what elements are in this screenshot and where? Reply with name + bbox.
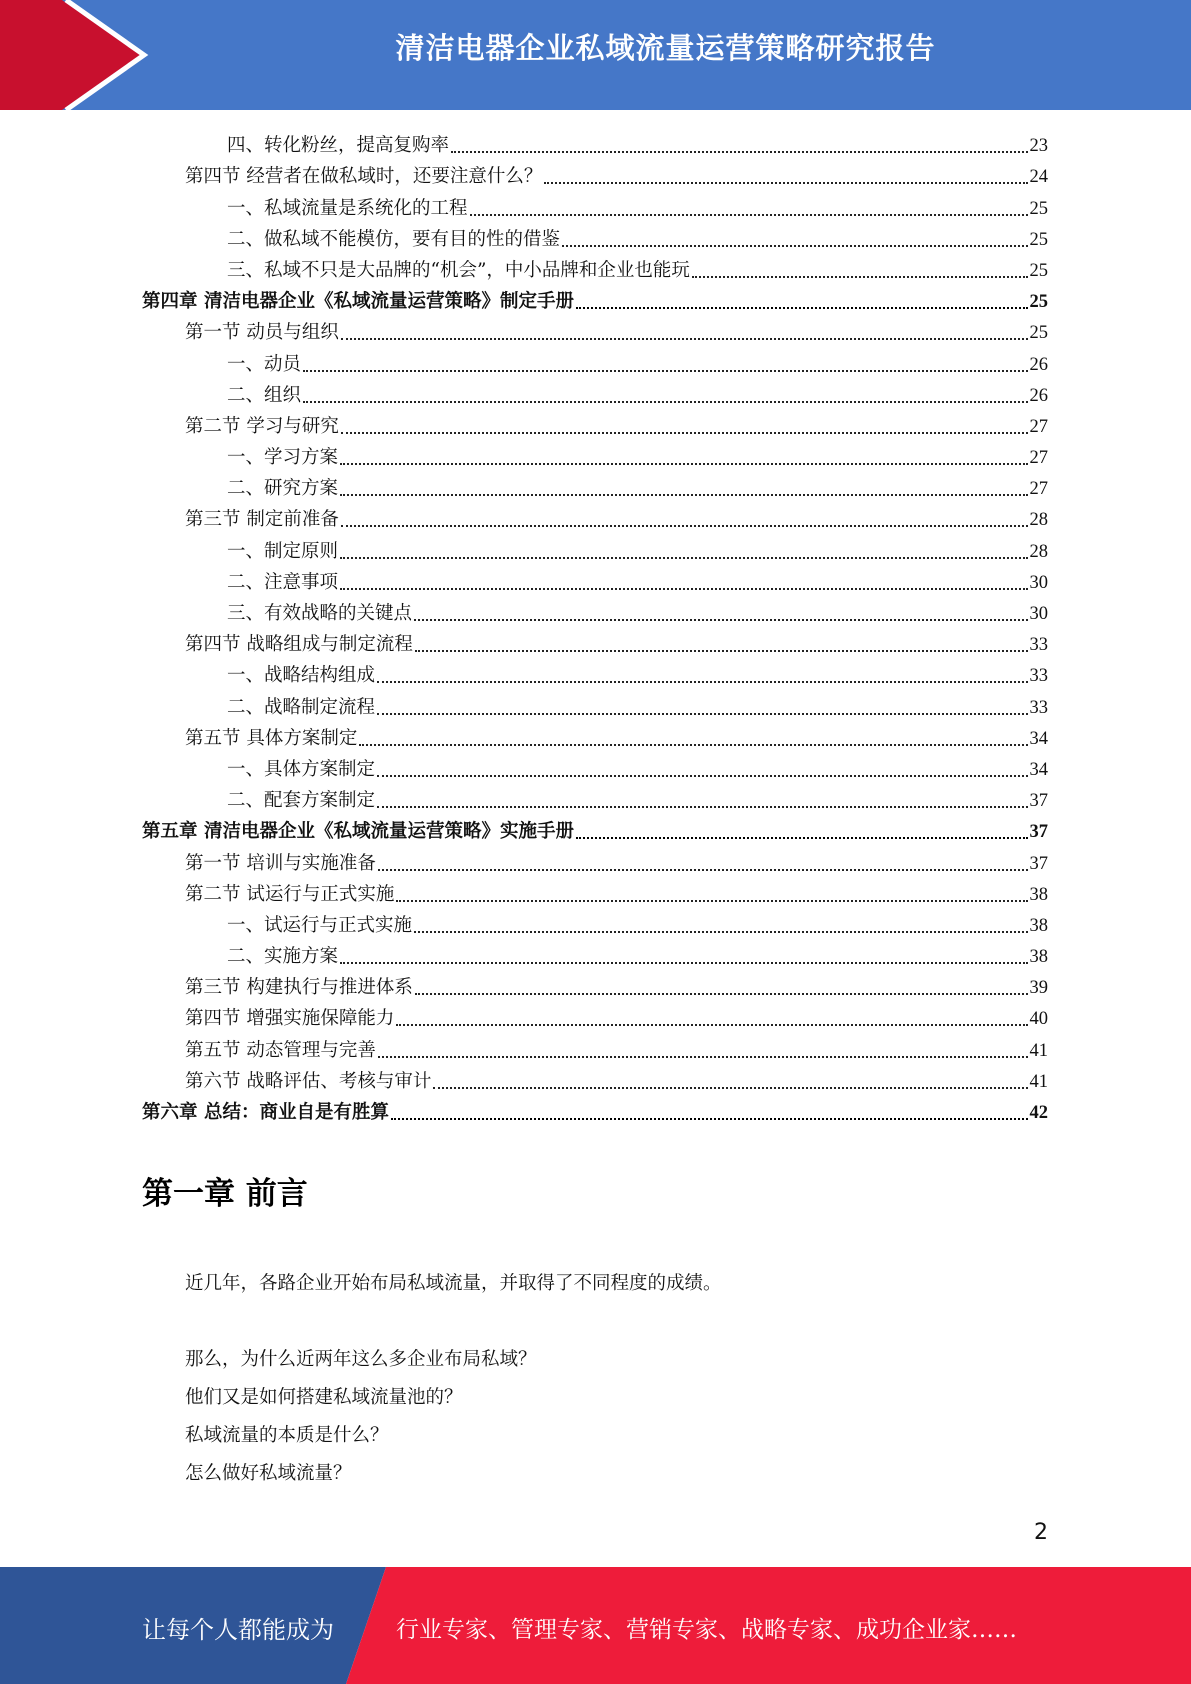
- toc-page-number: 40: [1029, 1009, 1048, 1030]
- toc-entry-text: 第一节 培训与实施准备: [185, 852, 376, 874]
- toc-page-number: 41: [1029, 1071, 1048, 1092]
- toc-page-number: 30: [1029, 604, 1048, 624]
- toc-dot-leader: [340, 494, 1027, 496]
- toc-page-number: 38: [1029, 947, 1048, 968]
- toc-dot-leader: [377, 775, 1027, 777]
- toc-page-number: 42: [1029, 1103, 1048, 1123]
- toc-dot-leader: [340, 463, 1027, 465]
- toc-subsection-entry[interactable]: [142, 253, 1048, 284]
- toc-section-entry[interactable]: [142, 970, 1048, 1001]
- footer-slogan-right: 行业专家、管理专家、营销专家、战略专家、成功企业家……: [396, 1617, 1017, 1643]
- toc-dot-leader: [341, 338, 1028, 340]
- toc-entry-text: 二、实施方案: [227, 946, 339, 968]
- toc-subsection-entry[interactable]: [142, 471, 1048, 502]
- toc-subsection-entry[interactable]: [142, 752, 1048, 783]
- toc-subsection-entry[interactable]: [142, 939, 1048, 970]
- toc-dot-leader: [340, 588, 1027, 590]
- toc-page-number: 33: [1029, 697, 1048, 718]
- toc-entry-text: 二、组织: [227, 384, 302, 406]
- toc-dot-leader: [396, 900, 1027, 902]
- toc-dot-leader: [377, 681, 1027, 683]
- toc-subsection-entry[interactable]: [142, 346, 1048, 377]
- table-of-contents: [142, 128, 1048, 1126]
- toc-subsection-entry[interactable]: [142, 128, 1048, 159]
- toc-dot-leader: [303, 370, 1027, 372]
- toc-dot-leader: [576, 307, 1028, 309]
- report-title: 清洁电器企业私域流量运营策略研究报告: [395, 31, 936, 65]
- toc-dot-leader: [340, 962, 1027, 964]
- toc-entry-text: 第一节 动员与组织: [185, 322, 339, 344]
- toc-dot-leader: [391, 1118, 1028, 1120]
- toc-page-number: 27: [1029, 479, 1048, 500]
- paragraph: 近几年，各路企业开始布局私域流量，并取得了不同程度的成绩。: [185, 1273, 722, 1294]
- toc-entry-text: 第五节 具体方案制定: [185, 727, 358, 749]
- toc-section-entry[interactable]: [142, 1064, 1048, 1095]
- toc-entry-text: 第四节 经营者在做私域时，还要注意什么？: [185, 166, 543, 188]
- toc-entry-text: 第三节 构建执行与推进体系: [185, 977, 413, 999]
- toc-page-number: 34: [1029, 759, 1048, 780]
- toc-dot-leader: [415, 650, 1028, 652]
- toc-page-number: 27: [1029, 416, 1048, 437]
- toc-page-number: 41: [1029, 1040, 1048, 1061]
- toc-entry-text: 第五节 动态管理与完善: [185, 1039, 376, 1061]
- toc-entry-text: 第二节 试运行与正式实施: [185, 883, 395, 905]
- toc-dot-leader: [415, 993, 1028, 995]
- footer-slogan-left: 让每个人都能成为: [142, 1616, 334, 1644]
- toc-subsection-entry[interactable]: [142, 533, 1048, 564]
- toc-page-number: 30: [1029, 572, 1048, 593]
- toc-page-number: 37: [1029, 853, 1048, 874]
- toc-entry-text: 第六章 总结：商业自是有胜算: [142, 1102, 389, 1123]
- toc-entry-text: 二、配套方案制定: [227, 790, 376, 812]
- toc-page-number: 24: [1029, 167, 1048, 188]
- toc-page-number: 25: [1029, 292, 1048, 313]
- toc-entry-text: 三、有效战略的关键点: [227, 603, 413, 624]
- toc-page-number: 26: [1029, 385, 1048, 406]
- toc-chapter-entry[interactable]: [142, 1095, 1048, 1126]
- paragraph: 怎么做好私域流量？: [185, 1463, 352, 1484]
- toc-entry-text: 第二节 学习与研究: [185, 415, 339, 437]
- toc-page-number: 28: [1029, 541, 1048, 562]
- toc-chapter-entry[interactable]: [142, 284, 1048, 315]
- toc-section-entry[interactable]: [142, 1001, 1048, 1032]
- toc-page-number: 25: [1029, 323, 1048, 344]
- toc-dot-leader: [562, 245, 1027, 247]
- toc-dot-leader: [341, 432, 1028, 434]
- toc-section-entry[interactable]: [142, 845, 1048, 876]
- toc-page-number: 26: [1029, 354, 1048, 375]
- toc-entry-text: 一、制定原则: [227, 540, 339, 562]
- toc-page-number: 25: [1029, 198, 1048, 219]
- toc-entry-text: 一、学习方案: [227, 447, 339, 469]
- toc-page-number: 25: [1029, 260, 1048, 281]
- paragraph: 那么，为什么近两年这么多企业布局私域？: [185, 1349, 537, 1370]
- toc-subsection-entry[interactable]: [142, 783, 1048, 814]
- toc-entry-text: 四、转化粉丝，提高复购率: [227, 135, 450, 157]
- page-header: [0, 0, 1191, 110]
- toc-chapter-entry[interactable]: [142, 814, 1048, 845]
- toc-section-entry[interactable]: [142, 877, 1048, 908]
- chapter-title: 第一章 前言: [142, 1176, 308, 1212]
- toc-page-number: 28: [1029, 510, 1048, 531]
- toc-dot-leader: [341, 525, 1028, 527]
- toc-entry-text: 二、做私域不能模仿，要有目的性的借鉴: [227, 228, 561, 250]
- toc-entry-text: 第四节 战略组成与制定流程: [185, 634, 413, 656]
- toc-section-entry[interactable]: [142, 409, 1048, 440]
- toc-dot-leader: [433, 1087, 1027, 1089]
- toc-entry-text: 一、试运行与正式实施: [227, 914, 413, 936]
- toc-dot-leader: [396, 1024, 1027, 1026]
- toc-page-number: 33: [1029, 666, 1048, 687]
- toc-entry-text: 第三节 制定前准备: [185, 509, 339, 531]
- toc-page-number: 37: [1029, 791, 1048, 812]
- toc-entry-text: 第四节 增强实施保障能力: [185, 1008, 395, 1030]
- toc-dot-leader: [303, 401, 1027, 403]
- toc-entry-text: 二、注意事项: [227, 571, 339, 593]
- toc-page-number: 23: [1029, 136, 1048, 157]
- toc-dot-leader: [377, 806, 1027, 808]
- toc-subsection-entry[interactable]: [142, 190, 1048, 221]
- toc-page-number: 34: [1029, 728, 1048, 749]
- toc-section-entry[interactable]: [142, 315, 1048, 346]
- page-number: 2: [1034, 1520, 1048, 1545]
- paragraph: 私域流量的本质是什么？: [185, 1425, 389, 1446]
- toc-dot-leader: [414, 931, 1027, 933]
- toc-subsection-entry[interactable]: [142, 378, 1048, 409]
- toc-entry-text: 第六节 战略评估、考核与审计: [185, 1070, 432, 1092]
- toc-entry-text: 二、战略制定流程: [227, 696, 376, 718]
- toc-subsection-entry[interactable]: [142, 565, 1048, 596]
- toc-entry-text: 三、私域不只是大品牌的“机会”，中小品牌和企业也能玩: [227, 259, 690, 281]
- toc-page-number: 25: [1029, 229, 1048, 250]
- toc-entry-text: 第五章 清洁电器企业《私域流量运营策略》实施手册: [142, 821, 574, 843]
- toc-dot-leader: [576, 837, 1028, 839]
- toc-subsection-entry[interactable]: [142, 658, 1048, 689]
- toc-dot-leader: [377, 713, 1027, 715]
- toc-dot-leader: [359, 744, 1027, 746]
- toc-subsection-entry[interactable]: [142, 222, 1048, 253]
- toc-subsection-entry[interactable]: [142, 689, 1048, 720]
- toc-entry-text: 一、战略结构组成: [227, 665, 376, 687]
- toc-section-entry[interactable]: [142, 627, 1048, 658]
- toc-entry-text: 一、私域流量是系统化的工程: [227, 197, 468, 219]
- toc-page-number: 38: [1029, 884, 1048, 905]
- toc-entry-text: 一、动员: [227, 353, 302, 375]
- toc-page-number: 37: [1029, 822, 1048, 843]
- toc-page-number: 39: [1029, 978, 1048, 999]
- toc-page-number: 38: [1029, 915, 1048, 936]
- toc-dot-leader: [340, 557, 1027, 559]
- toc-dot-leader: [470, 214, 1028, 216]
- toc-subsection-entry[interactable]: [142, 908, 1048, 939]
- toc-entry-text: 一、具体方案制定: [227, 758, 376, 780]
- toc-page-number: 33: [1029, 635, 1048, 656]
- toc-section-entry[interactable]: [142, 721, 1048, 752]
- toc-section-entry[interactable]: [142, 502, 1048, 533]
- toc-page-number: 27: [1029, 448, 1048, 469]
- toc-dot-leader: [378, 1056, 1028, 1058]
- toc-entry-text: 第四章 清洁电器企业《私域流量运营策略》制定手册: [142, 291, 574, 313]
- toc-entry-text: 二、研究方案: [227, 478, 339, 500]
- toc-dot-leader: [692, 276, 1028, 278]
- toc-section-entry[interactable]: [142, 159, 1048, 190]
- toc-dot-leader: [451, 151, 1027, 153]
- toc-dot-leader: [378, 869, 1028, 871]
- toc-dot-leader: [414, 619, 1027, 621]
- page-footer: [0, 1567, 1191, 1684]
- toc-subsection-entry[interactable]: [142, 440, 1048, 471]
- paragraph: 他们又是如何搭建私域流量池的？: [185, 1387, 463, 1408]
- toc-subsection-entry[interactable]: [142, 596, 1048, 627]
- toc-section-entry[interactable]: [142, 1032, 1048, 1063]
- toc-dot-leader: [544, 182, 1027, 184]
